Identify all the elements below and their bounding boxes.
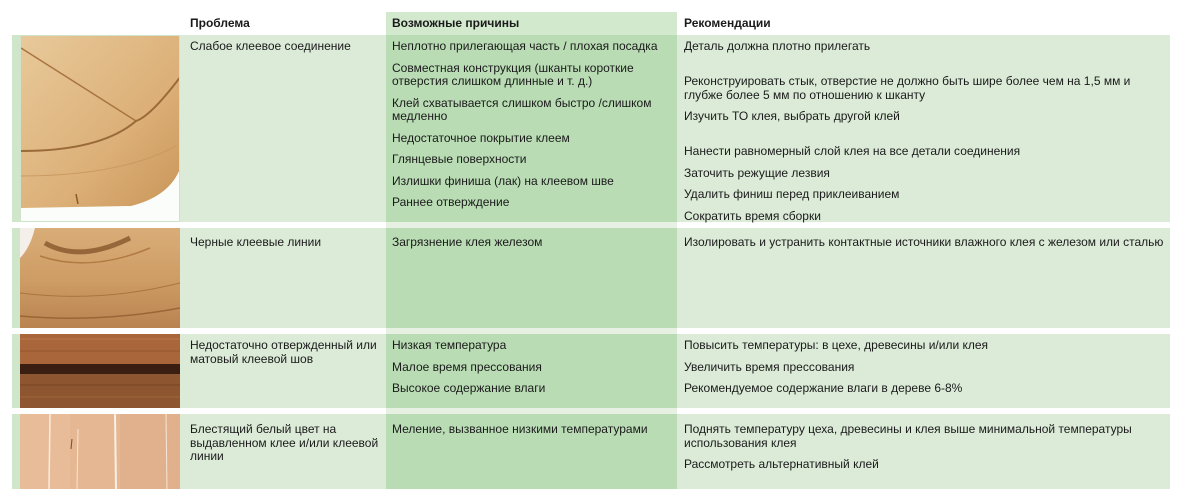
wood-board-image <box>21 36 180 222</box>
cause-item: Клей схватывается слишком быстро /слишком медленно <box>392 95 652 123</box>
problem-text: Черные клеевые линии <box>190 235 322 249</box>
header-recommendations: Рекомендации <box>684 16 771 30</box>
row-marker <box>12 334 20 408</box>
causes-list <box>392 236 674 258</box>
recommendations-list <box>684 236 1164 258</box>
recommendation-item: Деталь должна плотно прилегать <box>684 39 871 53</box>
recommendation-item: Нанести равномерный слой клея на все детали соединения <box>684 144 1021 158</box>
causes-list <box>392 40 674 218</box>
row-marker <box>12 414 20 489</box>
photo-wood-cutting-board <box>20 35 180 222</box>
recommendation-item: Рассмотреть альтернативный клей <box>684 457 879 471</box>
recommendation-item: Рекомендуемое содержание влаги в дереве 6-8% <box>684 381 963 395</box>
photo-dark-wood <box>20 334 180 408</box>
cause-item: Высокое содержание влаги <box>392 381 546 395</box>
problem-text: Слабое клеевое соединение <box>190 39 351 53</box>
recommendation-item: Изолировать и устранить контактные источники влажного клея с железом или сталью <box>684 235 1164 249</box>
cause-item: Меление, вызванное низкими температурами <box>392 422 648 436</box>
cause-item: Неплотно прилегающая часть / плохая посадка <box>392 39 658 53</box>
problem-text: Недостаточно отвержденный или матовый клеевой шов <box>190 338 377 366</box>
row-marker <box>12 35 20 222</box>
cause-item: Раннее отверждение <box>392 195 510 209</box>
recommendations-list <box>684 40 1164 231</box>
header-causes: Возможные причины <box>392 16 520 30</box>
recommendation-item: Изучить ТО клея, выбрать другой клей <box>684 109 900 123</box>
row-marker <box>12 228 20 328</box>
cause-item: Глянцевые поверхности <box>392 152 527 166</box>
recommendations-list <box>684 339 1164 404</box>
cause-item: Малое время прессования <box>392 359 542 374</box>
recommendation-item: Реконструировать стык, отверстие не должно быть шире более чем на 1,5 мм и глубже более 5 мм по отношению к шканту <box>684 74 1131 102</box>
recommendation-item: Увеличить время прессования <box>684 359 855 374</box>
dark-wood-image <box>20 334 180 408</box>
recommendations-list <box>684 423 1164 480</box>
cause-item: Низкая температура <box>392 338 507 352</box>
photo-light-wood <box>20 414 180 489</box>
recommendation-item: Поднять температуру цеха, древесины и клея выше минимальной температуры использования клея <box>684 422 1132 450</box>
cause-item: Излишки финиша (лак) на клеевом шве <box>392 173 614 188</box>
causes-list <box>392 339 674 404</box>
light-wood-image <box>20 414 180 489</box>
cause-item: Недостаточное покрытие клеем <box>392 130 570 145</box>
recommendation-item: Удалить финиш перед приклеиванием <box>684 187 900 201</box>
cause-item: Совместная конструкция (шканты короткие отверстия слишком длинные и т. д.) <box>392 60 634 88</box>
photo-curved-wood <box>20 228 180 328</box>
causes-list <box>392 423 674 445</box>
recommendation-item: Повысить температуры: в цехе, древесины и/или клея <box>684 338 989 352</box>
cause-item: Загрязнение клея железом <box>392 235 543 249</box>
header-problem: Проблема <box>190 16 250 30</box>
curved-wood-image <box>20 228 180 328</box>
recommendation-item: Заточить режущие лезвия <box>684 165 830 180</box>
recommendation-item: Сократить время сборки <box>684 208 821 223</box>
problem-text: Блестящий белый цвет на выдавленном клее и/или клеевой линии <box>190 422 379 463</box>
